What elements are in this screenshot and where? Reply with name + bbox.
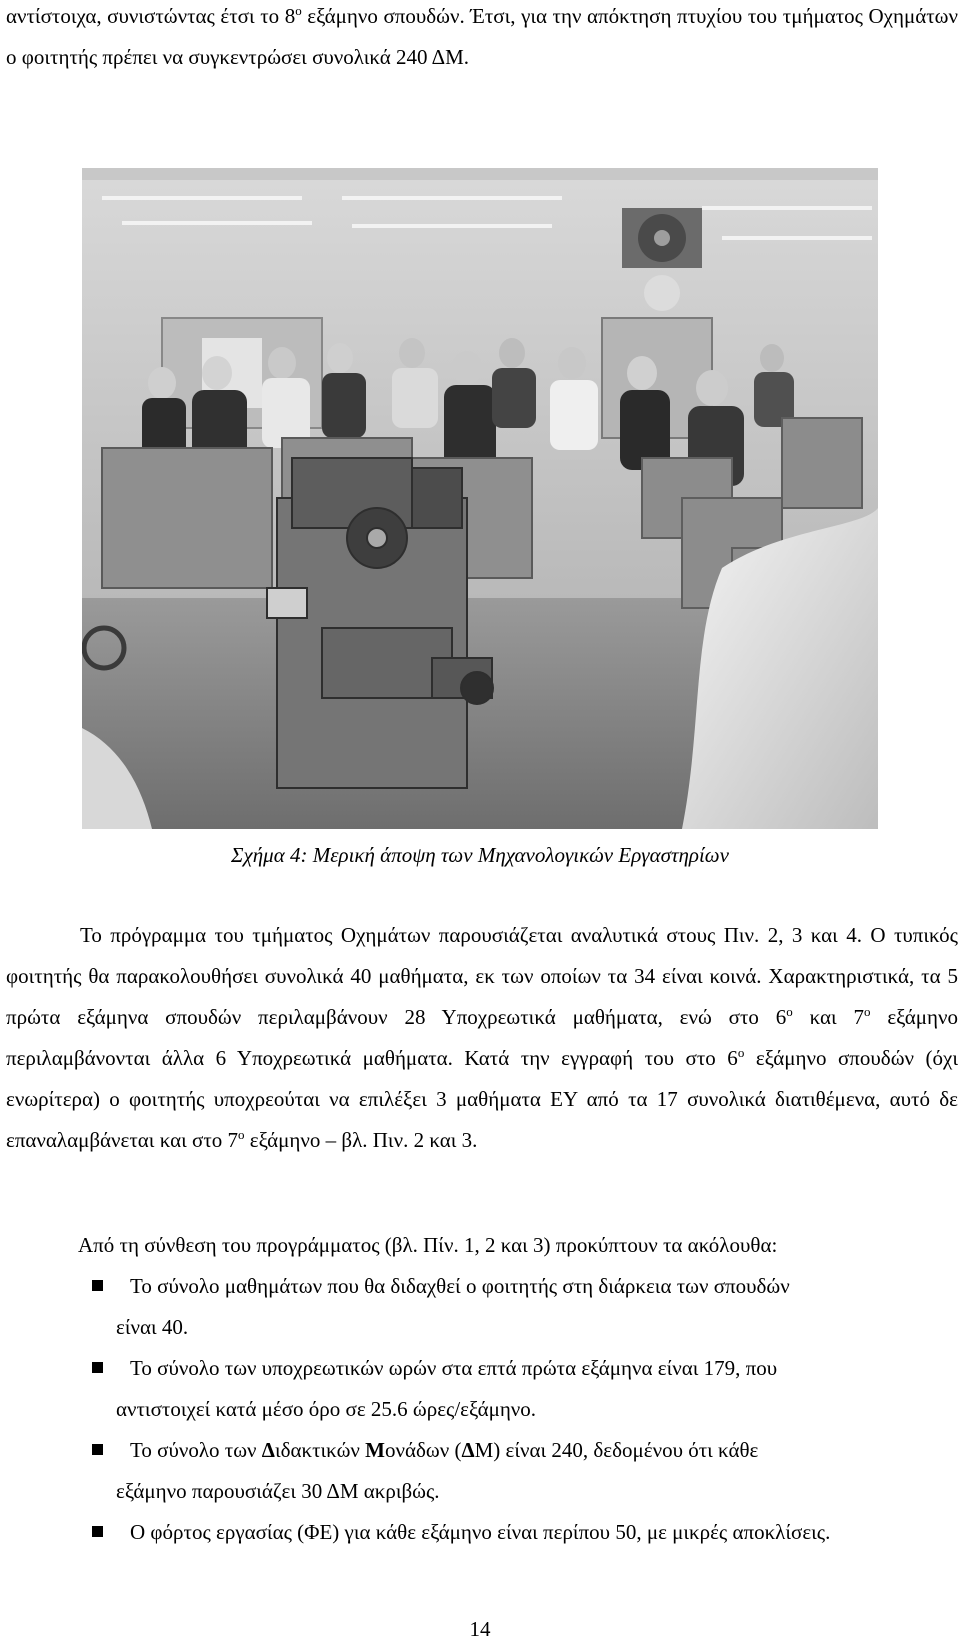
list-item-continuation: είναι 40. [116,1315,189,1339]
text-run: εξάμηνο περιλαμβάνονται άλλα 6 Υποχρεωτικά μαθήματα. Κατά την εγγραφή του στο 6 [6,1005,958,1070]
list-item [6,1512,958,1553]
list-item [6,1348,958,1430]
square-bullet-icon [92,1444,103,1455]
ordinal-superscript: ο [295,3,302,18]
list-item-text: Το σύνολο των υποχρεωτικών ωρών στα επτά πρώτα εξάμηνα είναι 179, που [130,1356,778,1380]
list-item-continuation: εξάμηνο παρουσιάζει 30 ΔΜ ακριβώς. [116,1479,440,1503]
ordinal-superscript: ο [238,1127,245,1142]
text-run: ιδακτικών [274,1438,366,1462]
list-item-text: Ο φόρτος εργασίας (ΦΕ) για κάθε εξάμηνο είναι περίπου 50, με μικρές αποκλίσεις. [130,1520,831,1544]
list-item-text [6,1430,958,1471]
square-bullet-icon [92,1526,103,1537]
bold-initial: Δ [261,1438,275,1462]
figure-caption: Σχήμα 4: Μερική άποψη των Μηχανολογικών Εργαστηρίων [231,843,729,867]
bold-initial: Μ [365,1438,385,1462]
text-run: τμήματος Οχημάτων ο φοιτητής πρέπει να συγκεντρώσει συνολικά 240 ΔΜ. [6,4,959,69]
square-bullet-icon [92,1362,103,1373]
ordinal-superscript: ο [786,1004,793,1019]
text-run: Μ) είναι 240, δεδομένου ότι κάθε [474,1438,759,1462]
page-number: 14 [469,1617,491,1641]
ordinal-superscript: ο [864,1004,871,1019]
text-run: Το σύνολο των [130,1438,262,1462]
workshop-photo [82,168,878,829]
text-run: Το πρόγραμμα του τμήματος Οχημάτων παρουσιάζεται αναλυτικά στους Πιν. 2, 3 και 4. Ο τυπικός φοιτητής θα παρακολουθήσει συνολικά 40 μαθήματα, εκ των οποίων τα 34 είναι κοινά. Χαρακτηριστικά, τα 5 πρώτα εξάμηνα σπουδών περιλαμβάνουν 28 Υποχρεωτικά μαθήματα, ενώ στο 6 [6,923,958,1029]
list-item [6,1266,958,1348]
text-run: εξάμηνο – βλ. Πιν. 2 και 3. [244,1128,478,1152]
paragraph-main [6,915,958,1161]
text-run: εξάμηνο σπουδών (όχι ενωρίτερα) ο φοιτητής υποχρεούται να επιλέξει 3 μαθήματα ΕΥ από τα 17 συνολικά διατιθέμενα, αυτό δε επαναλαμβάνεται και στο 7 [6,1046,959,1152]
text-run: και 7 [792,1005,865,1029]
workshop-photo-drawing [82,168,878,829]
list-intro: Από τη σύνθεση του προγράμματος (βλ. Πίν. 1, 2 και 3) προκύπτουν τα ακόλουθα: [78,1233,778,1257]
ordinal-superscript: ο [737,1045,745,1060]
text-run: αντίστοιχα, συνιστώντας έτσι το 8 [6,4,296,28]
square-bullet-icon [92,1280,103,1291]
text-run: ονάδων ( [384,1438,462,1462]
list-item-continuation: αντιστοιχεί κατά μέσο όρο σε 25.6 ώρες/εξάμηνο. [116,1397,537,1421]
text-run: εξάμηνο σπουδών. Έτσι, για την απόκτηση πτυχίου του [301,4,778,28]
bold-initial: Δ [461,1438,475,1462]
bullet-list [6,1266,958,1553]
list-item-text: Το σύνολο μαθημάτων που θα διδαχθεί ο φοιτητής στη διάρκεια των σπουδών [130,1274,790,1298]
paragraph-top [6,0,958,78]
list-item [6,1430,958,1512]
